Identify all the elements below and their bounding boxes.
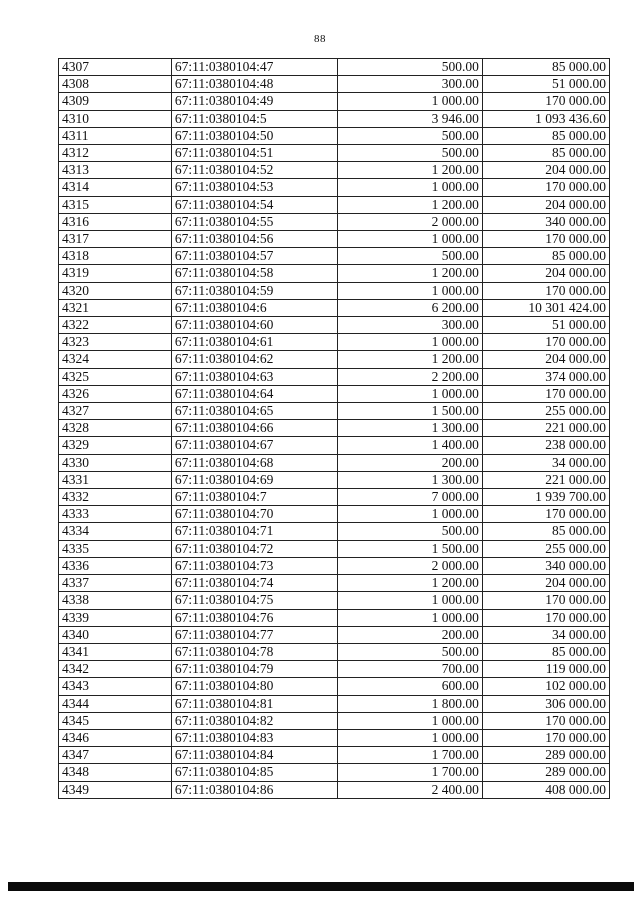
cadastral-number-cell: 67:11:0380104:48 xyxy=(171,76,337,93)
cadastral-number-cell: 67:11:0380104:47 xyxy=(171,59,337,76)
value-cell: 170 000.00 xyxy=(482,712,609,729)
value-cell: 170 000.00 xyxy=(482,729,609,746)
row-number-cell: 4333 xyxy=(59,506,172,523)
row-number-cell: 4327 xyxy=(59,403,172,420)
row-number-cell: 4319 xyxy=(59,265,172,282)
table-row xyxy=(59,403,610,420)
table-row xyxy=(59,781,610,798)
area-cell: 300.00 xyxy=(337,76,482,93)
area-cell: 1 300.00 xyxy=(337,471,482,488)
table-row xyxy=(59,506,610,523)
row-number-cell: 4342 xyxy=(59,661,172,678)
cadastral-number-cell: 67:11:0380104:50 xyxy=(171,127,337,144)
value-cell: 170 000.00 xyxy=(482,282,609,299)
table-row xyxy=(59,248,610,265)
value-cell: 255 000.00 xyxy=(482,403,609,420)
area-cell: 1 000.00 xyxy=(337,609,482,626)
cadastral-table xyxy=(58,58,610,799)
row-number-cell: 4337 xyxy=(59,575,172,592)
area-cell: 1 300.00 xyxy=(337,420,482,437)
table-row xyxy=(59,489,610,506)
row-number-cell: 4340 xyxy=(59,626,172,643)
area-cell: 500.00 xyxy=(337,643,482,660)
value-cell: 85 000.00 xyxy=(482,523,609,540)
table-row xyxy=(59,213,610,230)
cadastral-number-cell: 67:11:0380104:54 xyxy=(171,196,337,213)
table-row xyxy=(59,317,610,334)
table-row xyxy=(59,299,610,316)
cadastral-number-cell: 67:11:0380104:86 xyxy=(171,781,337,798)
value-cell: 85 000.00 xyxy=(482,248,609,265)
value-cell: 51 000.00 xyxy=(482,76,609,93)
area-cell: 1 200.00 xyxy=(337,196,482,213)
value-cell: 306 000.00 xyxy=(482,695,609,712)
table-row xyxy=(59,609,610,626)
area-cell: 1 000.00 xyxy=(337,334,482,351)
row-number-cell: 4315 xyxy=(59,196,172,213)
row-number-cell: 4329 xyxy=(59,437,172,454)
table-row xyxy=(59,764,610,781)
area-cell: 1 700.00 xyxy=(337,764,482,781)
row-number-cell: 4339 xyxy=(59,609,172,626)
area-cell: 500.00 xyxy=(337,145,482,162)
table-row xyxy=(59,437,610,454)
value-cell: 51 000.00 xyxy=(482,317,609,334)
area-cell: 500.00 xyxy=(337,59,482,76)
table-row xyxy=(59,179,610,196)
row-number-cell: 4346 xyxy=(59,729,172,746)
table-body xyxy=(59,59,610,799)
value-cell: 170 000.00 xyxy=(482,592,609,609)
table-row xyxy=(59,626,610,643)
cadastral-number-cell: 67:11:0380104:7 xyxy=(171,489,337,506)
cadastral-number-cell: 67:11:0380104:83 xyxy=(171,729,337,746)
value-cell: 340 000.00 xyxy=(482,557,609,574)
cadastral-number-cell: 67:11:0380104:67 xyxy=(171,437,337,454)
table-row xyxy=(59,523,610,540)
table-row xyxy=(59,592,610,609)
value-cell: 289 000.00 xyxy=(482,747,609,764)
row-number-cell: 4308 xyxy=(59,76,172,93)
value-cell: 85 000.00 xyxy=(482,145,609,162)
row-number-cell: 4326 xyxy=(59,385,172,402)
area-cell: 200.00 xyxy=(337,454,482,471)
row-number-cell: 4316 xyxy=(59,213,172,230)
cadastral-number-cell: 67:11:0380104:63 xyxy=(171,368,337,385)
row-number-cell: 4318 xyxy=(59,248,172,265)
table-row xyxy=(59,695,610,712)
table-row xyxy=(59,145,610,162)
area-cell: 1 000.00 xyxy=(337,592,482,609)
cadastral-number-cell: 67:11:0380104:82 xyxy=(171,712,337,729)
row-number-cell: 4341 xyxy=(59,643,172,660)
value-cell: 204 000.00 xyxy=(482,575,609,592)
area-cell: 700.00 xyxy=(337,661,482,678)
value-cell: 204 000.00 xyxy=(482,351,609,368)
row-number-cell: 4345 xyxy=(59,712,172,729)
row-number-cell: 4323 xyxy=(59,334,172,351)
row-number-cell: 4314 xyxy=(59,179,172,196)
value-cell: 85 000.00 xyxy=(482,127,609,144)
row-number-cell: 4347 xyxy=(59,747,172,764)
value-cell: 238 000.00 xyxy=(482,437,609,454)
cadastral-number-cell: 67:11:0380104:85 xyxy=(171,764,337,781)
cadastral-number-cell: 67:11:0380104:80 xyxy=(171,678,337,695)
table-row xyxy=(59,334,610,351)
row-number-cell: 4335 xyxy=(59,540,172,557)
area-cell: 1 500.00 xyxy=(337,540,482,557)
cadastral-number-cell: 67:11:0380104:76 xyxy=(171,609,337,626)
value-cell: 170 000.00 xyxy=(482,609,609,626)
area-cell: 1 000.00 xyxy=(337,729,482,746)
row-number-cell: 4309 xyxy=(59,93,172,110)
area-cell: 1 000.00 xyxy=(337,93,482,110)
row-number-cell: 4312 xyxy=(59,145,172,162)
table-row xyxy=(59,196,610,213)
table-row xyxy=(59,678,610,695)
cadastral-number-cell: 67:11:0380104:72 xyxy=(171,540,337,557)
row-number-cell: 4349 xyxy=(59,781,172,798)
cadastral-number-cell: 67:11:0380104:61 xyxy=(171,334,337,351)
table-row xyxy=(59,661,610,678)
table-row xyxy=(59,76,610,93)
row-number-cell: 4310 xyxy=(59,110,172,127)
area-cell: 6 200.00 xyxy=(337,299,482,316)
area-cell: 2 000.00 xyxy=(337,557,482,574)
table-row xyxy=(59,59,610,76)
value-cell: 255 000.00 xyxy=(482,540,609,557)
table-row xyxy=(59,575,610,592)
area-cell: 1 000.00 xyxy=(337,179,482,196)
table-row xyxy=(59,540,610,557)
value-cell: 119 000.00 xyxy=(482,661,609,678)
table-row xyxy=(59,368,610,385)
cadastral-number-cell: 67:11:0380104:79 xyxy=(171,661,337,678)
cadastral-number-cell: 67:11:0380104:69 xyxy=(171,471,337,488)
row-number-cell: 4317 xyxy=(59,231,172,248)
value-cell: 1 093 436.60 xyxy=(482,110,609,127)
value-cell: 170 000.00 xyxy=(482,334,609,351)
table-row xyxy=(59,454,610,471)
row-number-cell: 4331 xyxy=(59,471,172,488)
value-cell: 204 000.00 xyxy=(482,265,609,282)
cadastral-number-cell: 67:11:0380104:74 xyxy=(171,575,337,592)
row-number-cell: 4320 xyxy=(59,282,172,299)
area-cell: 2 400.00 xyxy=(337,781,482,798)
cadastral-number-cell: 67:11:0380104:84 xyxy=(171,747,337,764)
table-row xyxy=(59,420,610,437)
cadastral-number-cell: 67:11:0380104:75 xyxy=(171,592,337,609)
row-number-cell: 4332 xyxy=(59,489,172,506)
value-cell: 170 000.00 xyxy=(482,93,609,110)
table-row xyxy=(59,351,610,368)
value-cell: 34 000.00 xyxy=(482,454,609,471)
cadastral-number-cell: 67:11:0380104:64 xyxy=(171,385,337,402)
area-cell: 1 500.00 xyxy=(337,403,482,420)
table-row xyxy=(59,110,610,127)
cadastral-number-cell: 67:11:0380104:78 xyxy=(171,643,337,660)
table-row xyxy=(59,162,610,179)
cadastral-number-cell: 67:11:0380104:71 xyxy=(171,523,337,540)
area-cell: 300.00 xyxy=(337,317,482,334)
cadastral-number-cell: 67:11:0380104:60 xyxy=(171,317,337,334)
area-cell: 1 000.00 xyxy=(337,506,482,523)
area-cell: 3 946.00 xyxy=(337,110,482,127)
row-number-cell: 4344 xyxy=(59,695,172,712)
value-cell: 170 000.00 xyxy=(482,179,609,196)
cadastral-number-cell: 67:11:0380104:56 xyxy=(171,231,337,248)
row-number-cell: 4307 xyxy=(59,59,172,76)
value-cell: 170 000.00 xyxy=(482,385,609,402)
cadastral-number-cell: 67:11:0380104:65 xyxy=(171,403,337,420)
area-cell: 1 200.00 xyxy=(337,265,482,282)
cadastral-number-cell: 67:11:0380104:58 xyxy=(171,265,337,282)
row-number-cell: 4328 xyxy=(59,420,172,437)
area-cell: 1 000.00 xyxy=(337,385,482,402)
cadastral-number-cell: 67:11:0380104:52 xyxy=(171,162,337,179)
row-number-cell: 4311 xyxy=(59,127,172,144)
value-cell: 204 000.00 xyxy=(482,162,609,179)
area-cell: 1 800.00 xyxy=(337,695,482,712)
cadastral-number-cell: 67:11:0380104:49 xyxy=(171,93,337,110)
value-cell: 170 000.00 xyxy=(482,231,609,248)
row-number-cell: 4334 xyxy=(59,523,172,540)
area-cell: 600.00 xyxy=(337,678,482,695)
row-number-cell: 4321 xyxy=(59,299,172,316)
row-number-cell: 4325 xyxy=(59,368,172,385)
cadastral-number-cell: 67:11:0380104:81 xyxy=(171,695,337,712)
cadastral-number-cell: 67:11:0380104:53 xyxy=(171,179,337,196)
value-cell: 85 000.00 xyxy=(482,643,609,660)
value-cell: 289 000.00 xyxy=(482,764,609,781)
page-number: 88 xyxy=(314,33,326,45)
row-number-cell: 4338 xyxy=(59,592,172,609)
row-number-cell: 4343 xyxy=(59,678,172,695)
row-number-cell: 4322 xyxy=(59,317,172,334)
area-cell: 200.00 xyxy=(337,626,482,643)
cadastral-number-cell: 67:11:0380104:68 xyxy=(171,454,337,471)
area-cell: 500.00 xyxy=(337,248,482,265)
cadastral-number-cell: 67:11:0380104:77 xyxy=(171,626,337,643)
area-cell: 2 000.00 xyxy=(337,213,482,230)
row-number-cell: 4313 xyxy=(59,162,172,179)
cadastral-number-cell: 67:11:0380104:55 xyxy=(171,213,337,230)
table-row xyxy=(59,557,610,574)
value-cell: 102 000.00 xyxy=(482,678,609,695)
area-cell: 1 200.00 xyxy=(337,162,482,179)
table-row xyxy=(59,127,610,144)
cadastral-number-cell: 67:11:0380104:73 xyxy=(171,557,337,574)
cadastral-number-cell: 67:11:0380104:51 xyxy=(171,145,337,162)
area-cell: 1 400.00 xyxy=(337,437,482,454)
cadastral-number-cell: 67:11:0380104:66 xyxy=(171,420,337,437)
bottom-border-bar xyxy=(8,882,634,891)
area-cell: 500.00 xyxy=(337,523,482,540)
row-number-cell: 4324 xyxy=(59,351,172,368)
value-cell: 10 301 424.00 xyxy=(482,299,609,316)
cadastral-number-cell: 67:11:0380104:70 xyxy=(171,506,337,523)
cadastral-number-cell: 67:11:0380104:59 xyxy=(171,282,337,299)
row-number-cell: 4330 xyxy=(59,454,172,471)
table-row xyxy=(59,712,610,729)
table-row xyxy=(59,729,610,746)
row-number-cell: 4348 xyxy=(59,764,172,781)
area-cell: 1 200.00 xyxy=(337,351,482,368)
cadastral-number-cell: 67:11:0380104:62 xyxy=(171,351,337,368)
cadastral-number-cell: 67:11:0380104:5 xyxy=(171,110,337,127)
table-row xyxy=(59,747,610,764)
table-row xyxy=(59,471,610,488)
value-cell: 221 000.00 xyxy=(482,420,609,437)
area-cell: 1 000.00 xyxy=(337,712,482,729)
value-cell: 85 000.00 xyxy=(482,59,609,76)
table-row xyxy=(59,643,610,660)
table-row xyxy=(59,231,610,248)
area-cell: 500.00 xyxy=(337,127,482,144)
table-row xyxy=(59,265,610,282)
table-row xyxy=(59,93,610,110)
value-cell: 34 000.00 xyxy=(482,626,609,643)
area-cell: 2 200.00 xyxy=(337,368,482,385)
value-cell: 204 000.00 xyxy=(482,196,609,213)
value-cell: 408 000.00 xyxy=(482,781,609,798)
value-cell: 170 000.00 xyxy=(482,506,609,523)
value-cell: 340 000.00 xyxy=(482,213,609,230)
table-row xyxy=(59,282,610,299)
table-row xyxy=(59,385,610,402)
value-cell: 221 000.00 xyxy=(482,471,609,488)
area-cell: 1 000.00 xyxy=(337,231,482,248)
area-cell: 7 000.00 xyxy=(337,489,482,506)
value-cell: 374 000.00 xyxy=(482,368,609,385)
row-number-cell: 4336 xyxy=(59,557,172,574)
cadastral-number-cell: 67:11:0380104:57 xyxy=(171,248,337,265)
area-cell: 1 200.00 xyxy=(337,575,482,592)
area-cell: 1 000.00 xyxy=(337,282,482,299)
value-cell: 1 939 700.00 xyxy=(482,489,609,506)
area-cell: 1 700.00 xyxy=(337,747,482,764)
cadastral-number-cell: 67:11:0380104:6 xyxy=(171,299,337,316)
